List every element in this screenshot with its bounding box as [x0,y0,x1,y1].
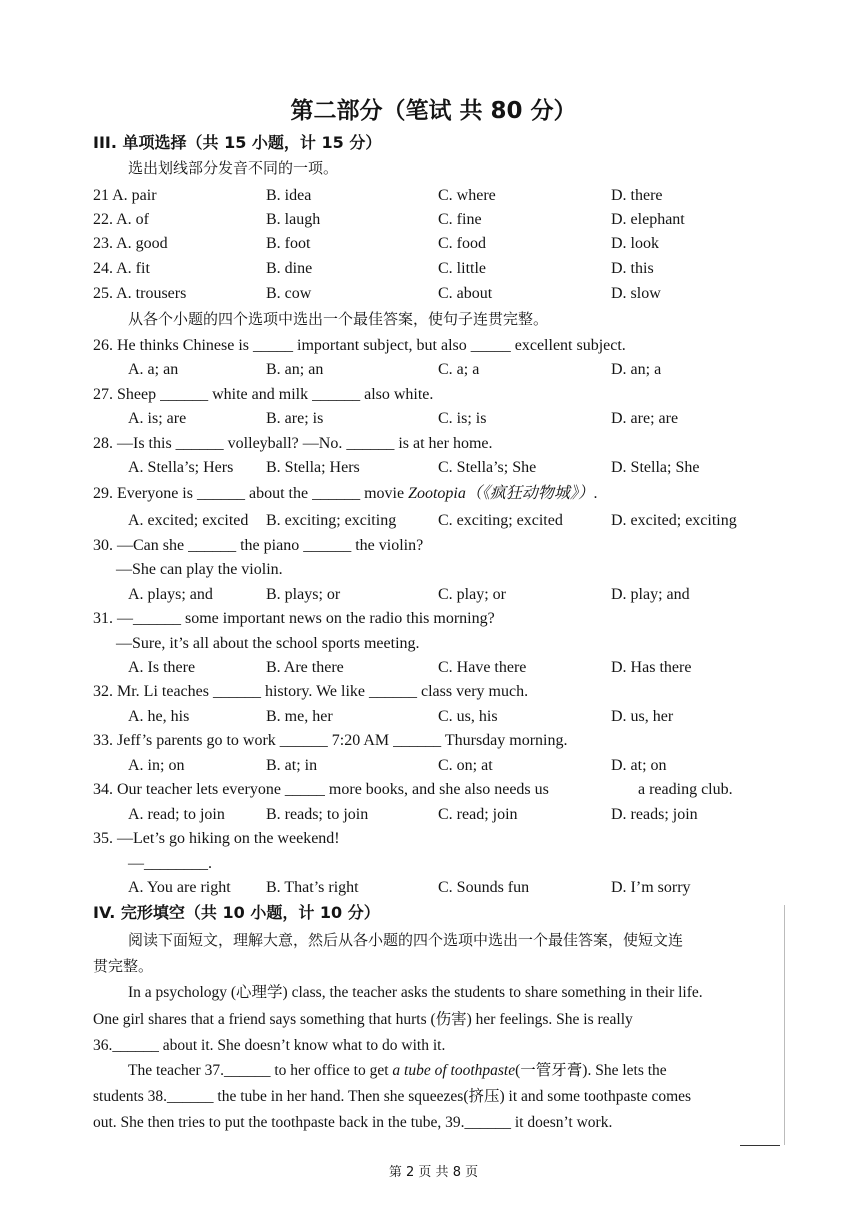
q35-stem-response: —________. [128,855,212,872]
q27-option-b: B. are; is [266,410,324,427]
q29-option-d: D. excited; exciting [611,512,737,529]
passage-line-2: One girl shares that a friend says something that hurts (伤害) her feelings. She is really [93,1011,633,1028]
q26-option-b: B. an; an [266,361,324,378]
q23-option-d: D. look [611,235,659,252]
q31-option-b: B. Are there [266,659,344,676]
q22-option-c: C. fine [438,211,482,228]
q24-option-c: C. little [438,260,486,277]
passage-line-6: out. She then tries to put the toothpaste back in the tube, 39.______ it doesn’t work. [93,1114,613,1131]
q22-option-d: D. elephant [611,211,685,228]
passage-line-1: In a psychology (心理学) class, the teacher asks the students to share something in their life. [128,984,703,1001]
page-footer: 第 2 页 共 8 页 [388,1165,479,1180]
q21-option-c: C. where [438,187,496,204]
q35-option-c: C. Sounds fun [438,879,530,896]
q30-option-b: B. plays; or [266,586,341,603]
q34-option-d: D. reads; join [611,806,698,823]
q28-option-c: C. Stella’s; She [438,459,537,476]
q33-option-c: C. on; at [438,757,493,774]
section-4-instruction-line-2: 贯完整。 [93,957,154,975]
q27-stem: 27. Sheep ______ white and milk ______ also white. [93,386,434,403]
q29-stem-text: 29. Everyone is ______ about the ______ movie [93,485,409,502]
passage-line-4 [128,1061,667,1081]
passage-line-5: students 38.______ the tube in her hand. Then she squeezes(挤压) it and some toothpaste comes [93,1088,692,1105]
passage-line-4-start: The teacher 37.______ to her office to get [128,1062,393,1079]
q35-option-a: A. You are right [128,879,231,896]
q30-stem-response: —She can play the violin. [116,561,283,578]
section-4-heading: IV. 完形填空（共 10 小题，计 10 分） [93,903,380,922]
q35-stem: 35. —Let’s go hiking on the weekend! [93,830,340,847]
q22-option-a: 22. A. of [93,211,149,228]
q34-option-b: B. reads; to join [266,806,369,823]
q27-option-c: C. is; is [438,410,487,427]
q24-option-d: D. this [611,260,654,277]
q22-option-b: B. laugh [266,211,321,228]
q25-option-a: 25. A. trousers [93,285,187,302]
q29-option-c: C. exciting; excited [438,512,563,529]
q25-option-d: D. slow [611,285,661,302]
q31-option-d: D. Has there [611,659,692,676]
q29-stem [93,484,598,504]
q30-stem: 30. —Can she ______ the piano ______ the violin? [93,537,424,554]
q35-option-b: B. That’s right [266,879,359,896]
q26-option-a: A. a; an [128,361,179,378]
q29-movie-title: Zootopia（《疯狂动物城》）. [408,485,598,502]
passage-line-4-end: (一管牙膏). She lets the [515,1062,667,1079]
q32-stem: 32. Mr. Li teaches ______ history. We like ______ class very much. [93,683,529,700]
section-3-heading: III. 单项选择（共 15 小题，计 15 分） [93,133,382,152]
q34-option-a: A. read; to join [128,806,225,823]
passage-line-3: 36.______ about it. She doesn’t know what to do with it. [93,1037,446,1054]
q23-option-a: 23. A. good [93,235,168,252]
bottom-rule [740,1145,780,1146]
q23-option-b: B. foot [266,235,311,252]
q34-stem-end: a reading club. [638,781,733,798]
q28-option-d: D. Stella; She [611,459,700,476]
page-title: 第二部分（笔试 共 80 分） [290,98,577,124]
q28-option-b: B. Stella; Hers [266,459,360,476]
q31-option-a: A. Is there [128,659,196,676]
q26-stem: 26. He thinks Chinese is _____ important subject, but also _____ excellent subject. [93,337,626,354]
q31-option-c: C. Have there [438,659,527,676]
section-4-instruction-line-1: 阅读下面短文，理解大意，然后从各小题的四个选项中选出一个最佳答案，使短文连 [128,931,684,949]
scan-edge-line [784,905,785,1145]
q33-option-a: A. in; on [128,757,185,774]
q32-option-d: D. us, her [611,708,674,725]
q25-option-b: B. cow [266,285,312,302]
q25-option-c: C. about [438,285,493,302]
q24-option-a: 24. A. fit [93,260,150,277]
q32-option-a: A. he, his [128,708,190,725]
q26-option-c: C. a; a [438,361,480,378]
q30-option-d: D. play; and [611,586,690,603]
q34-stem: 34. Our teacher lets everyone _____ more books, and she also needs us [93,781,549,798]
q32-option-b: B. me, her [266,708,333,725]
q28-stem: 28. —Is this ______ volleyball? —No. ______ is at her home. [93,435,493,452]
q35-option-d: D. I’m sorry [611,879,691,896]
q21-option-a: 21 A. pair [93,187,157,204]
q24-option-b: B. dine [266,260,313,277]
q29-option-a: A. excited; excited [128,512,249,529]
q29-option-b: B. exciting; exciting [266,512,397,529]
q23-option-c: C. food [438,235,486,252]
q30-option-a: A. plays; and [128,586,213,603]
section-3-instruction-2: 从各个小题的四个选项中选出一个最佳答案，使句子连贯完整。 [128,310,549,328]
passage-line-4-italic: a tube of toothpaste [392,1062,516,1079]
q33-option-d: D. at; on [611,757,667,774]
q31-stem-response: —Sure, it’s all about the school sports meeting. [116,635,420,652]
q34-option-c: C. read; join [438,806,518,823]
q32-option-c: C. us, his [438,708,498,725]
q21-option-d: D. there [611,187,663,204]
q30-option-c: C. play; or [438,586,506,603]
q26-option-d: D. an; a [611,361,662,378]
q27-option-d: D. are; are [611,410,679,427]
q33-stem: 33. Jeff’s parents go to work ______ 7:20 AM ______ Thursday morning. [93,732,568,749]
q28-option-a: A. Stella’s; Hers [128,459,234,476]
q21-option-b: B. idea [266,187,312,204]
q27-option-a: A. is; are [128,410,187,427]
q33-option-b: B. at; in [266,757,318,774]
q31-stem: 31. —______ some important news on the radio this morning? [93,610,495,627]
section-3-instruction-1: 选出划线部分发音不同的一项。 [128,159,339,177]
